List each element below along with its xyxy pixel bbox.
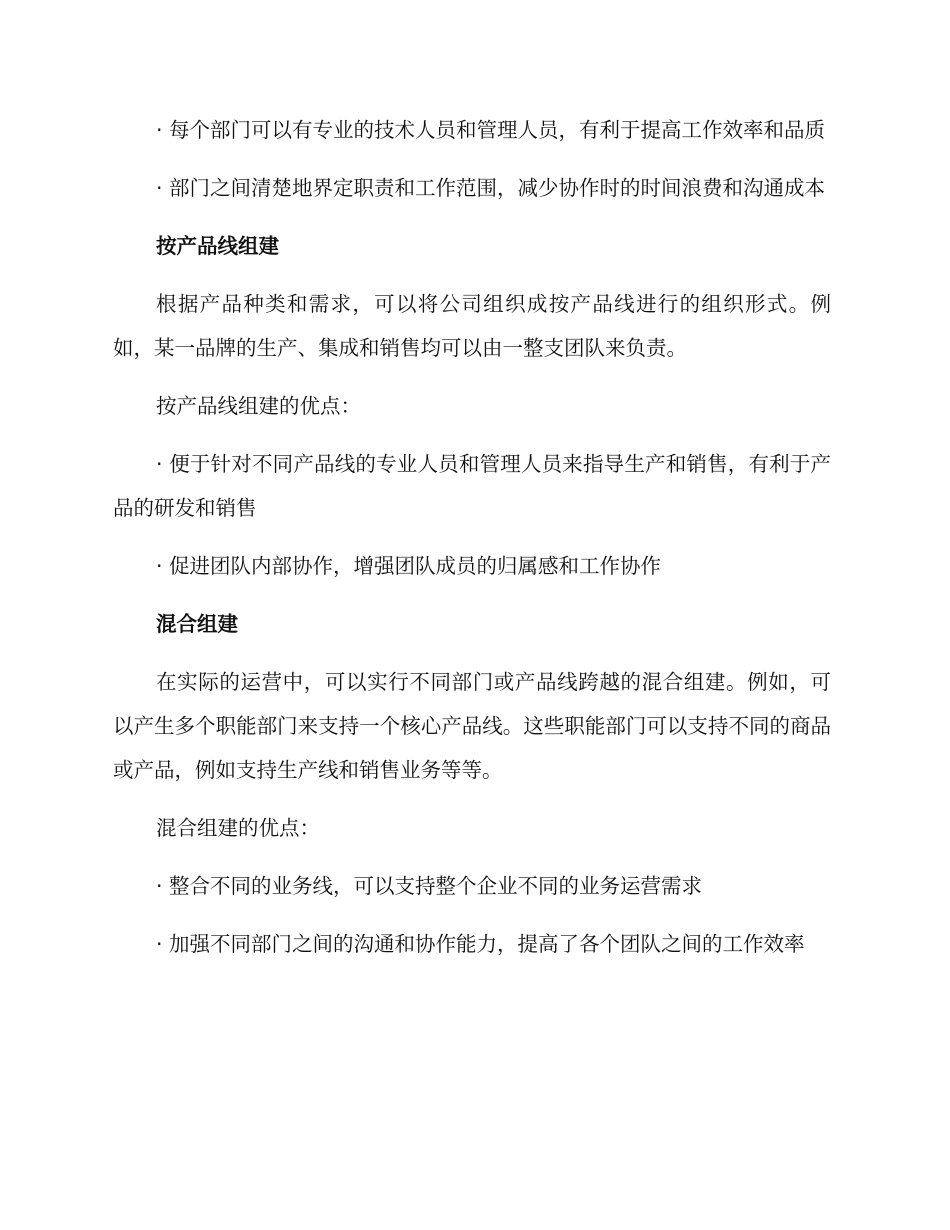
bullet-item: · 部门之间清楚地界定职责和工作范围，减少协作时的时间浪费和沟通成本 <box>156 176 826 200</box>
bullet-item: · 加强不同部门之间的沟通和协作能力，提高了各个团队之间的工作效率 <box>156 932 805 956</box>
bullet-item: · 促进团队内部协作，增强团队成员的归属感和工作协作 <box>156 554 662 578</box>
bullet-item: · 每个部门可以有专业的技术人员和管理人员，有利于提高工作效率和品质 <box>156 118 826 142</box>
bullet-item: · 便于针对不同产品线的专业人员和管理人员来指导生产和销售，有利于产品的研发和销售 <box>113 452 831 520</box>
paragraph-product-intro: 根据产品种类和需求，可以将公司组织成按产品线进行的组织形式。例如，某一品牌的生产、集成和销售均可以由一整支团队来负责。 <box>113 292 831 360</box>
paragraph-mixed-intro: 在实际的运营中，可以实行不同部门或产品线跨越的混合组建。例如，可以产生多个职能部门来支持一个核心产品线。这些职能部门可以支持不同的商品或产品，例如支持生产线和销售业务等等。 <box>113 670 831 782</box>
document-page <box>113 108 831 966</box>
bullet-item: · 整合不同的业务线，可以支持整个企业不同的业务运营需求 <box>156 874 703 898</box>
section-heading-product-line: 按产品线组建 <box>156 234 279 258</box>
paragraph-product-advantages-label: 按产品线组建的优点： <box>156 394 361 418</box>
paragraph-mixed-advantages-label: 混合组建的优点： <box>156 816 320 840</box>
section-heading-mixed: 混合组建 <box>156 612 238 636</box>
